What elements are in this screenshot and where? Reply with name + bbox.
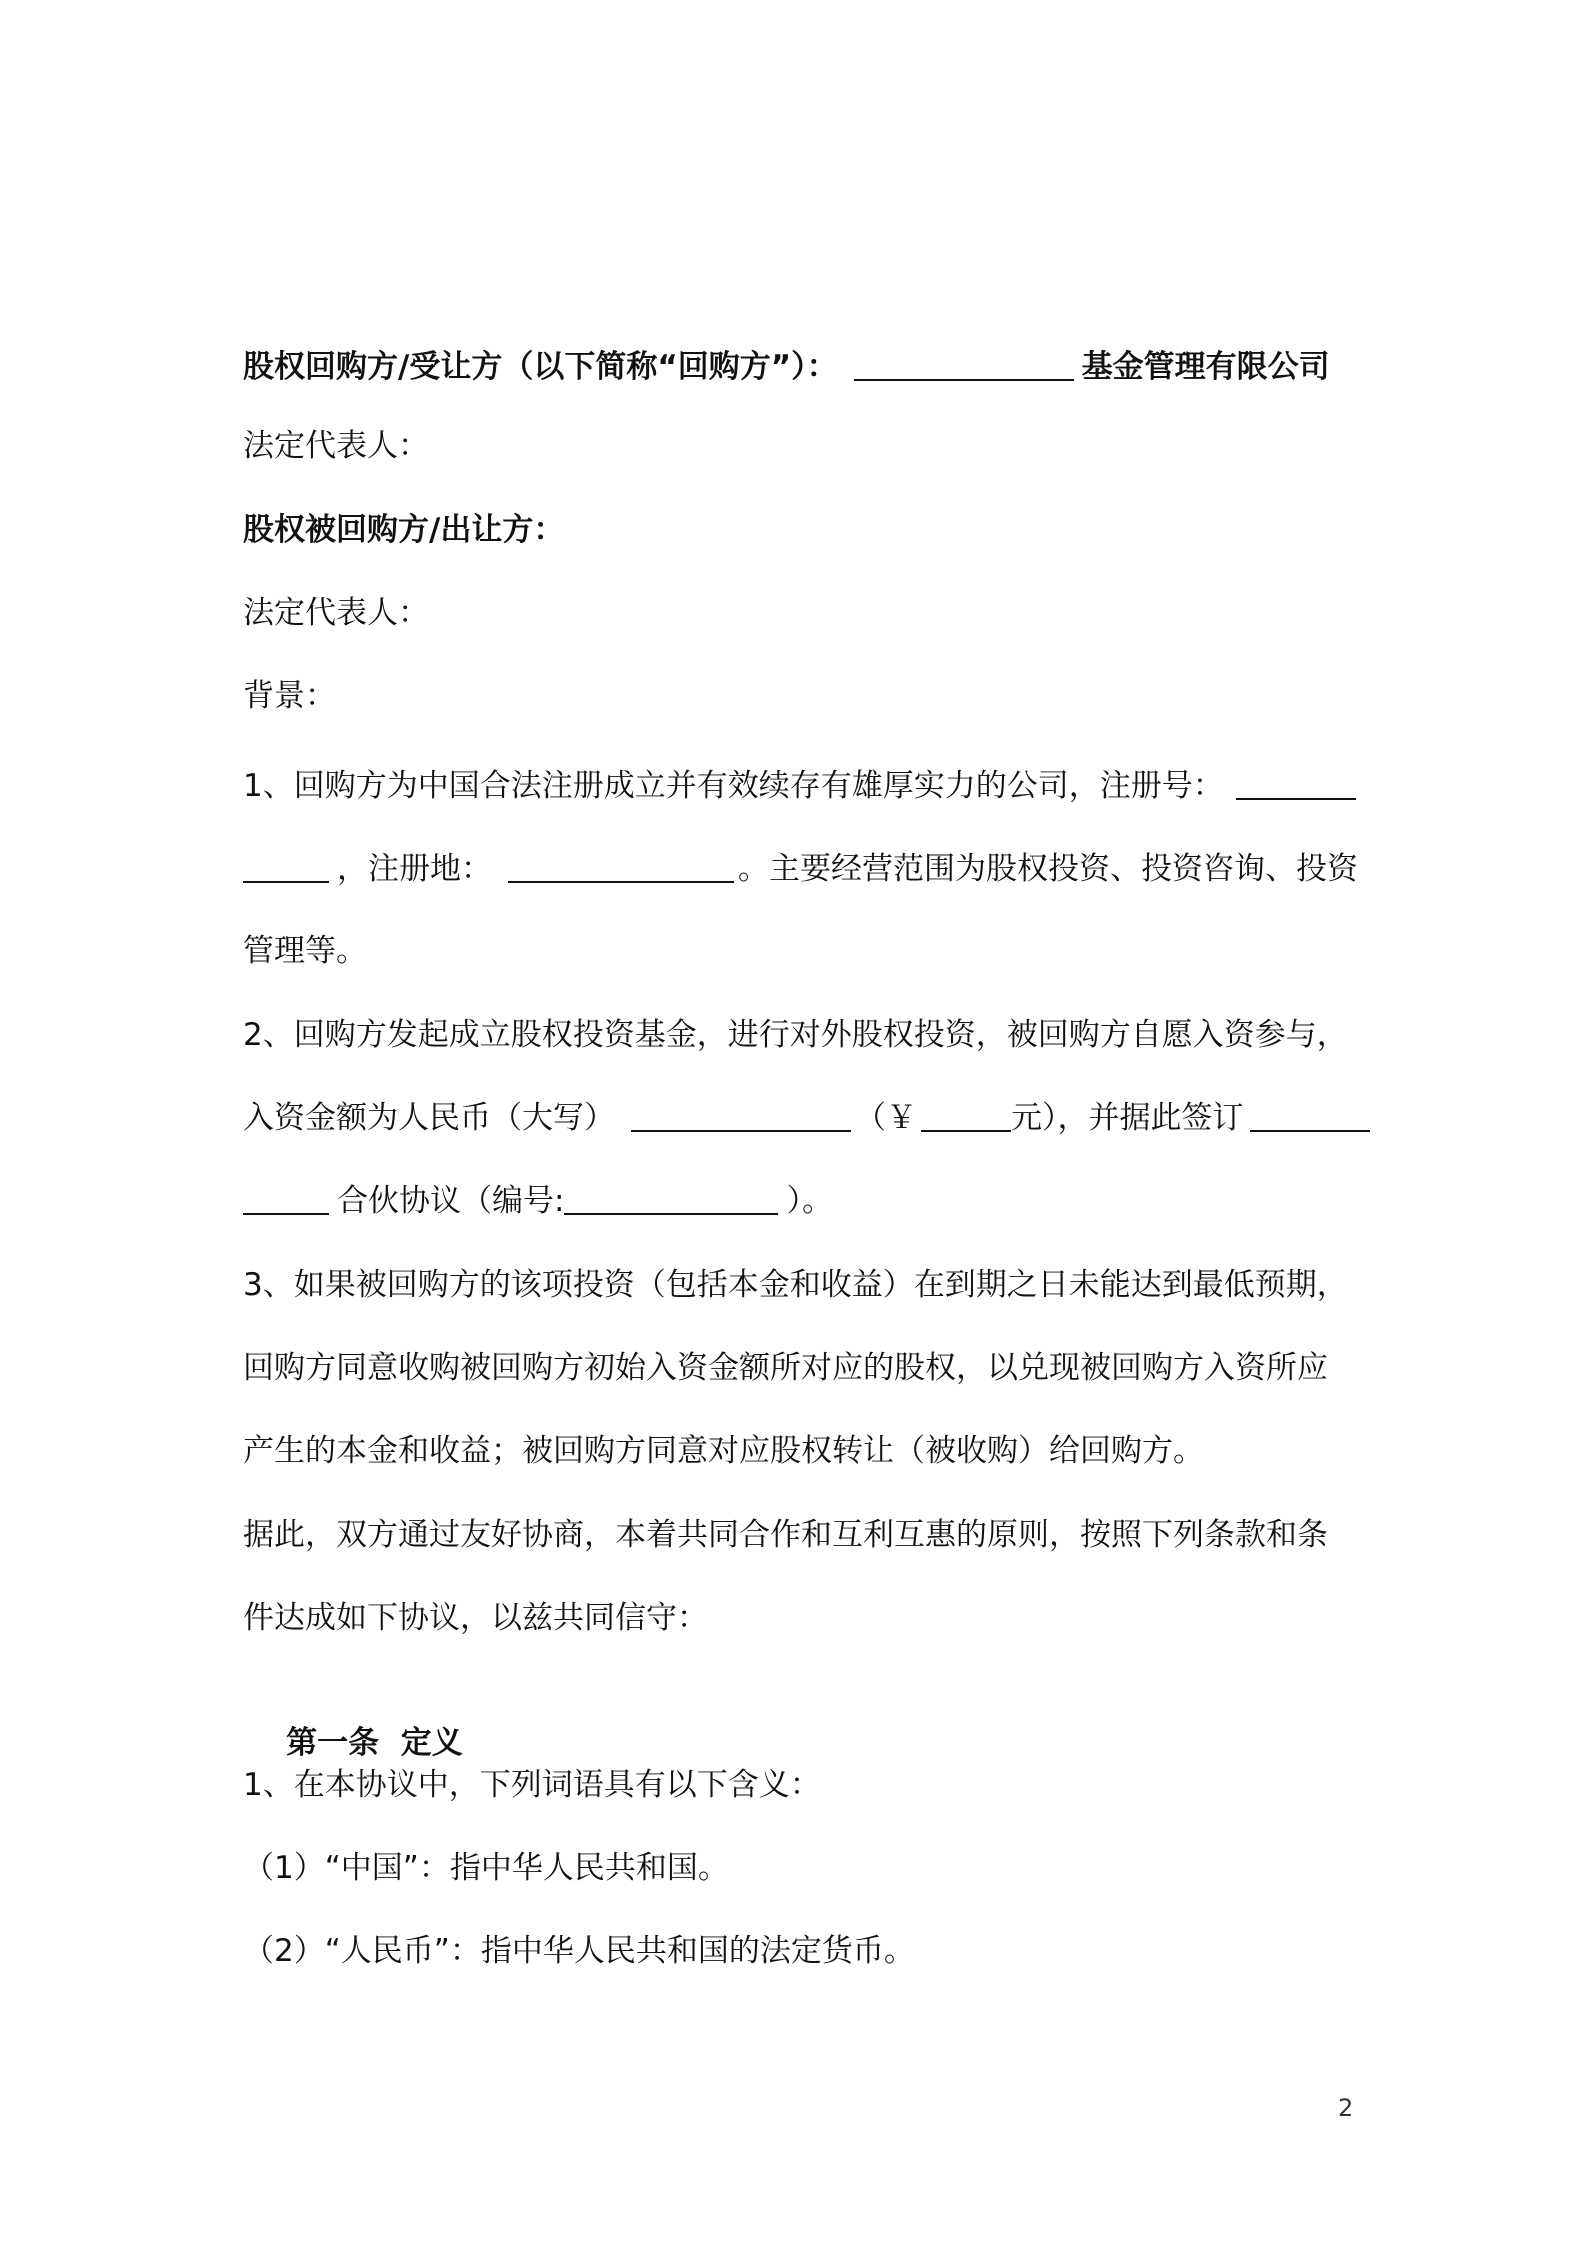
background-heading-text: 背景：: [243, 678, 336, 714]
item1-text-1: 1、回购方为中国合法注册成立并有效续存有雄厚实力的公司，注册号：: [243, 768, 1224, 804]
item2-line2: [243, 1097, 1373, 1139]
item3-text-2: 回购方同意收购被回购方初始入资金额所对应的股权，以兑现被回购方入资所应: [243, 1350, 1328, 1386]
item2-text-1: 2、回购方发起成立股权投资基金，进行对外股权投资，被回购方自愿入资参与，: [243, 1017, 1348, 1053]
article1-def2: [243, 1930, 1373, 1972]
buyer-line: [243, 346, 1373, 388]
amount-words-blank: [631, 1100, 851, 1132]
item3-text-3: 产生的本金和收益；被回购方同意对应股权转让（被收购）给回购方。: [243, 1433, 1204, 1469]
article1-intro-text: 1、在本协议中，下列词语具有以下含义：: [243, 1767, 821, 1803]
item2-text-2: 入资金额为人民币（大写）: [243, 1100, 615, 1136]
buyer-suffix: 基金管理有限公司: [1081, 349, 1330, 385]
page-number: 2: [1338, 2094, 1354, 2122]
conclusion-text-2: 件达成如下协议，以兹共同信守：: [243, 1600, 708, 1636]
item1-text-4: 管理等。: [243, 933, 367, 969]
item2-text-3: （￥: [855, 1100, 917, 1136]
item1-line2: [243, 848, 1373, 890]
buyer-rep-label: 法定代表人：: [243, 428, 429, 464]
seller-rep-label: 法定代表人：: [243, 595, 429, 631]
item3-line3: [243, 1430, 1373, 1472]
item2-text-5: 合伙协议（编号:: [337, 1183, 565, 1219]
item1-text-2: ，注册地：: [337, 851, 492, 887]
buyer-rep-line: [243, 425, 1373, 467]
background-heading: [243, 675, 1373, 717]
buyer-name-blank: [854, 349, 1074, 381]
item2-text-4: 元），并据此签订: [1011, 1100, 1244, 1136]
agreement-name-blank: [1250, 1100, 1370, 1132]
seller-rep-line: [243, 592, 1373, 634]
agreement-number-blank: [564, 1183, 778, 1215]
conclusion-text-1: 据此，双方通过友好协商，本着共同合作和互利互惠的原则，按照下列条款和条: [243, 1517, 1328, 1553]
item1-line3: [243, 930, 1373, 972]
registration-number-blank-cont: [243, 851, 329, 883]
definition-china: （1）“中国”：指中华人民共和国。: [243, 1850, 729, 1886]
item3-line2: [243, 1347, 1373, 1389]
item2-text-6: ）。: [786, 1183, 833, 1219]
conclusion-line1: [243, 1514, 1373, 1556]
article1-def1: [243, 1847, 1373, 1889]
registration-number-blank: [1236, 768, 1356, 800]
seller-line: [243, 509, 1373, 551]
registration-address-blank: [508, 851, 734, 883]
conclusion-line2: [243, 1597, 1373, 1639]
buyer-label: 股权回购方/受让方（以下简称“回购方”）：: [243, 349, 838, 385]
item2-line3: [243, 1180, 1373, 1222]
definition-rmb: （2）“人民币”：指中华人民共和国的法定货币。: [243, 1933, 915, 1969]
agreement-name-blank-cont: [243, 1183, 329, 1215]
seller-label: 股权被回购方/出让方：: [243, 512, 565, 548]
item1-line1: [243, 765, 1373, 807]
item1-text-3: 。主要经营范围为股权投资、投资咨询、投资: [738, 851, 1358, 887]
article1-title-text: 第一条 定义: [286, 1725, 463, 1761]
item3-text-1: 3、如果被回购方的该项投资（包括本金和收益）在到期之日未能达到最低预期，: [243, 1267, 1348, 1303]
amount-figures-blank: [921, 1100, 1011, 1132]
article1-intro: [243, 1764, 1373, 1806]
item2-line1: [243, 1014, 1373, 1056]
item3-line1: [243, 1264, 1373, 1306]
